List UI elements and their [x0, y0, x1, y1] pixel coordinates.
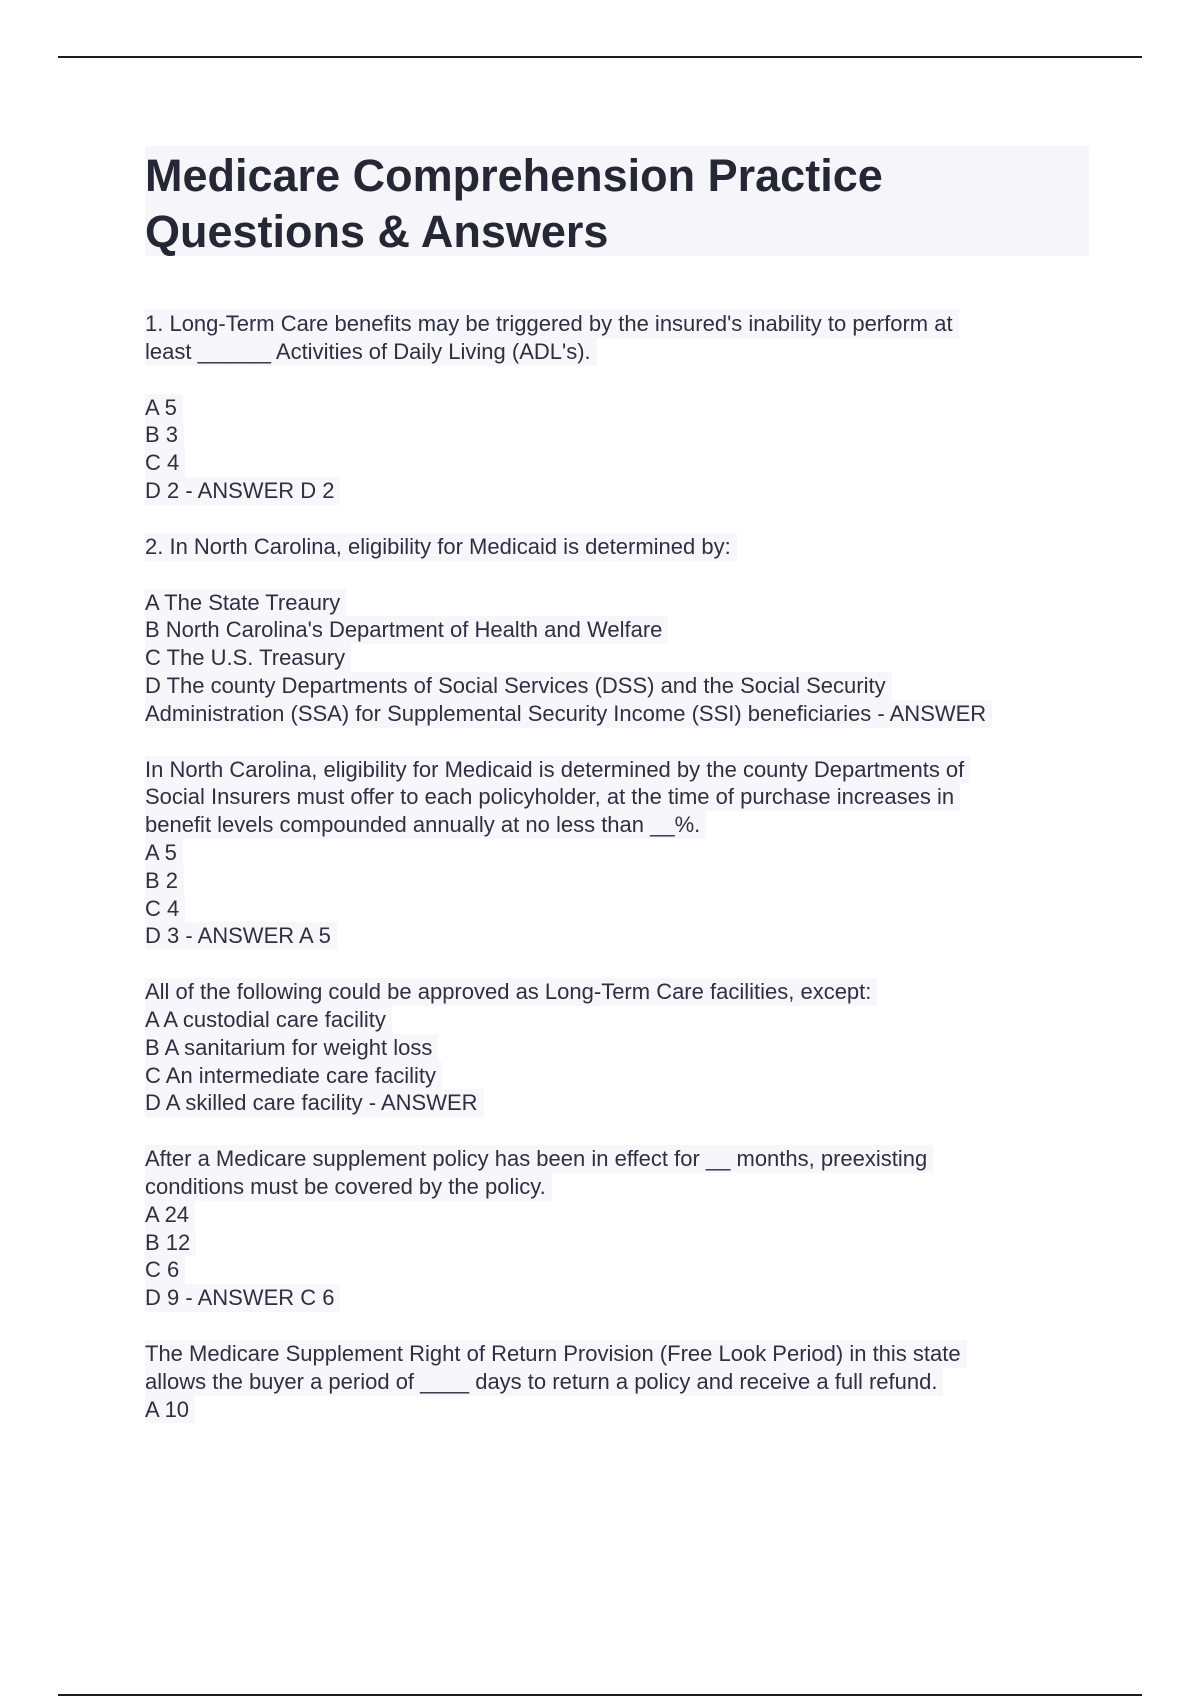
option-line: B 2 [145, 867, 184, 895]
text-line: 1. Long-Term Care benefits may be triggered by the insured's inability to perform at [145, 310, 959, 338]
option-line: A The State Treaury [145, 589, 346, 617]
option-line: B 12 [145, 1229, 196, 1257]
option-line: A 5 [145, 839, 183, 867]
text-line: allows the buyer a period of ____ days to return a policy and receive a full refund. [145, 1368, 943, 1396]
option-line: D The county Departments of Social Services (DSS) and the Social Security [145, 672, 892, 700]
option-line: D A skilled care facility - ANSWER [145, 1089, 484, 1117]
question-2 [145, 533, 1095, 561]
option-line: A 5 [145, 394, 183, 422]
question-5 [145, 1145, 1095, 1312]
option-line: C 4 [145, 895, 185, 923]
top-rule [58, 56, 1142, 58]
option-line: C 6 [145, 1256, 185, 1284]
option-line: C 4 [145, 449, 185, 477]
option-line: B North Carolina's Department of Health and Welfare [145, 616, 668, 644]
text-line: benefit levels compounded annually at no less than __%. [145, 811, 706, 839]
qa-content [145, 310, 1095, 1451]
option-line: A 10 [145, 1396, 195, 1424]
option-line: D 3 - ANSWER A 5 [145, 922, 337, 950]
question-6 [145, 1340, 1095, 1423]
option-line: D 9 - ANSWER C 6 [145, 1284, 340, 1312]
page-title: Medicare Comprehension Practice Questions & Answers [145, 150, 883, 257]
option-line: A 24 [145, 1201, 195, 1229]
text-line: conditions must be covered by the policy. [145, 1173, 552, 1201]
text-line: Social Insurers must offer to each policyholder, at the time of purchase increases in [145, 783, 960, 811]
bottom-rule [58, 1694, 1142, 1696]
option-line: D 2 - ANSWER D 2 [145, 477, 340, 505]
question-2-options [145, 589, 1095, 728]
option-line: C The U.S. Treasury [145, 644, 351, 672]
text-line: least ______ Activities of Daily Living (ADL's). [145, 338, 597, 366]
option-line: Administration (SSA) for Supplemental Security Income (SSI) beneficiaries - ANSWER [145, 700, 992, 728]
text-line: 2. In North Carolina, eligibility for Medicaid is determined by: [145, 533, 737, 561]
text-line: In North Carolina, eligibility for Medicaid is determined by the county Departments of [145, 756, 970, 784]
question-3 [145, 756, 1095, 951]
option-line: B A sanitarium for weight loss [145, 1034, 438, 1062]
option-line: A A custodial care facility [145, 1006, 392, 1034]
text-line: All of the following could be approved as Long-Term Care facilities, except: [145, 978, 877, 1006]
title-block [145, 146, 1089, 256]
option-line: B 3 [145, 421, 184, 449]
option-line: C An intermediate care facility [145, 1062, 442, 1090]
text-line: The Medicare Supplement Right of Return Provision (Free Look Period) in this state [145, 1340, 967, 1368]
question-1 [145, 310, 1095, 366]
text-line: After a Medicare supplement policy has been in effect for __ months, preexisting [145, 1145, 933, 1173]
question-4 [145, 978, 1095, 1117]
question-1-options [145, 394, 1095, 505]
